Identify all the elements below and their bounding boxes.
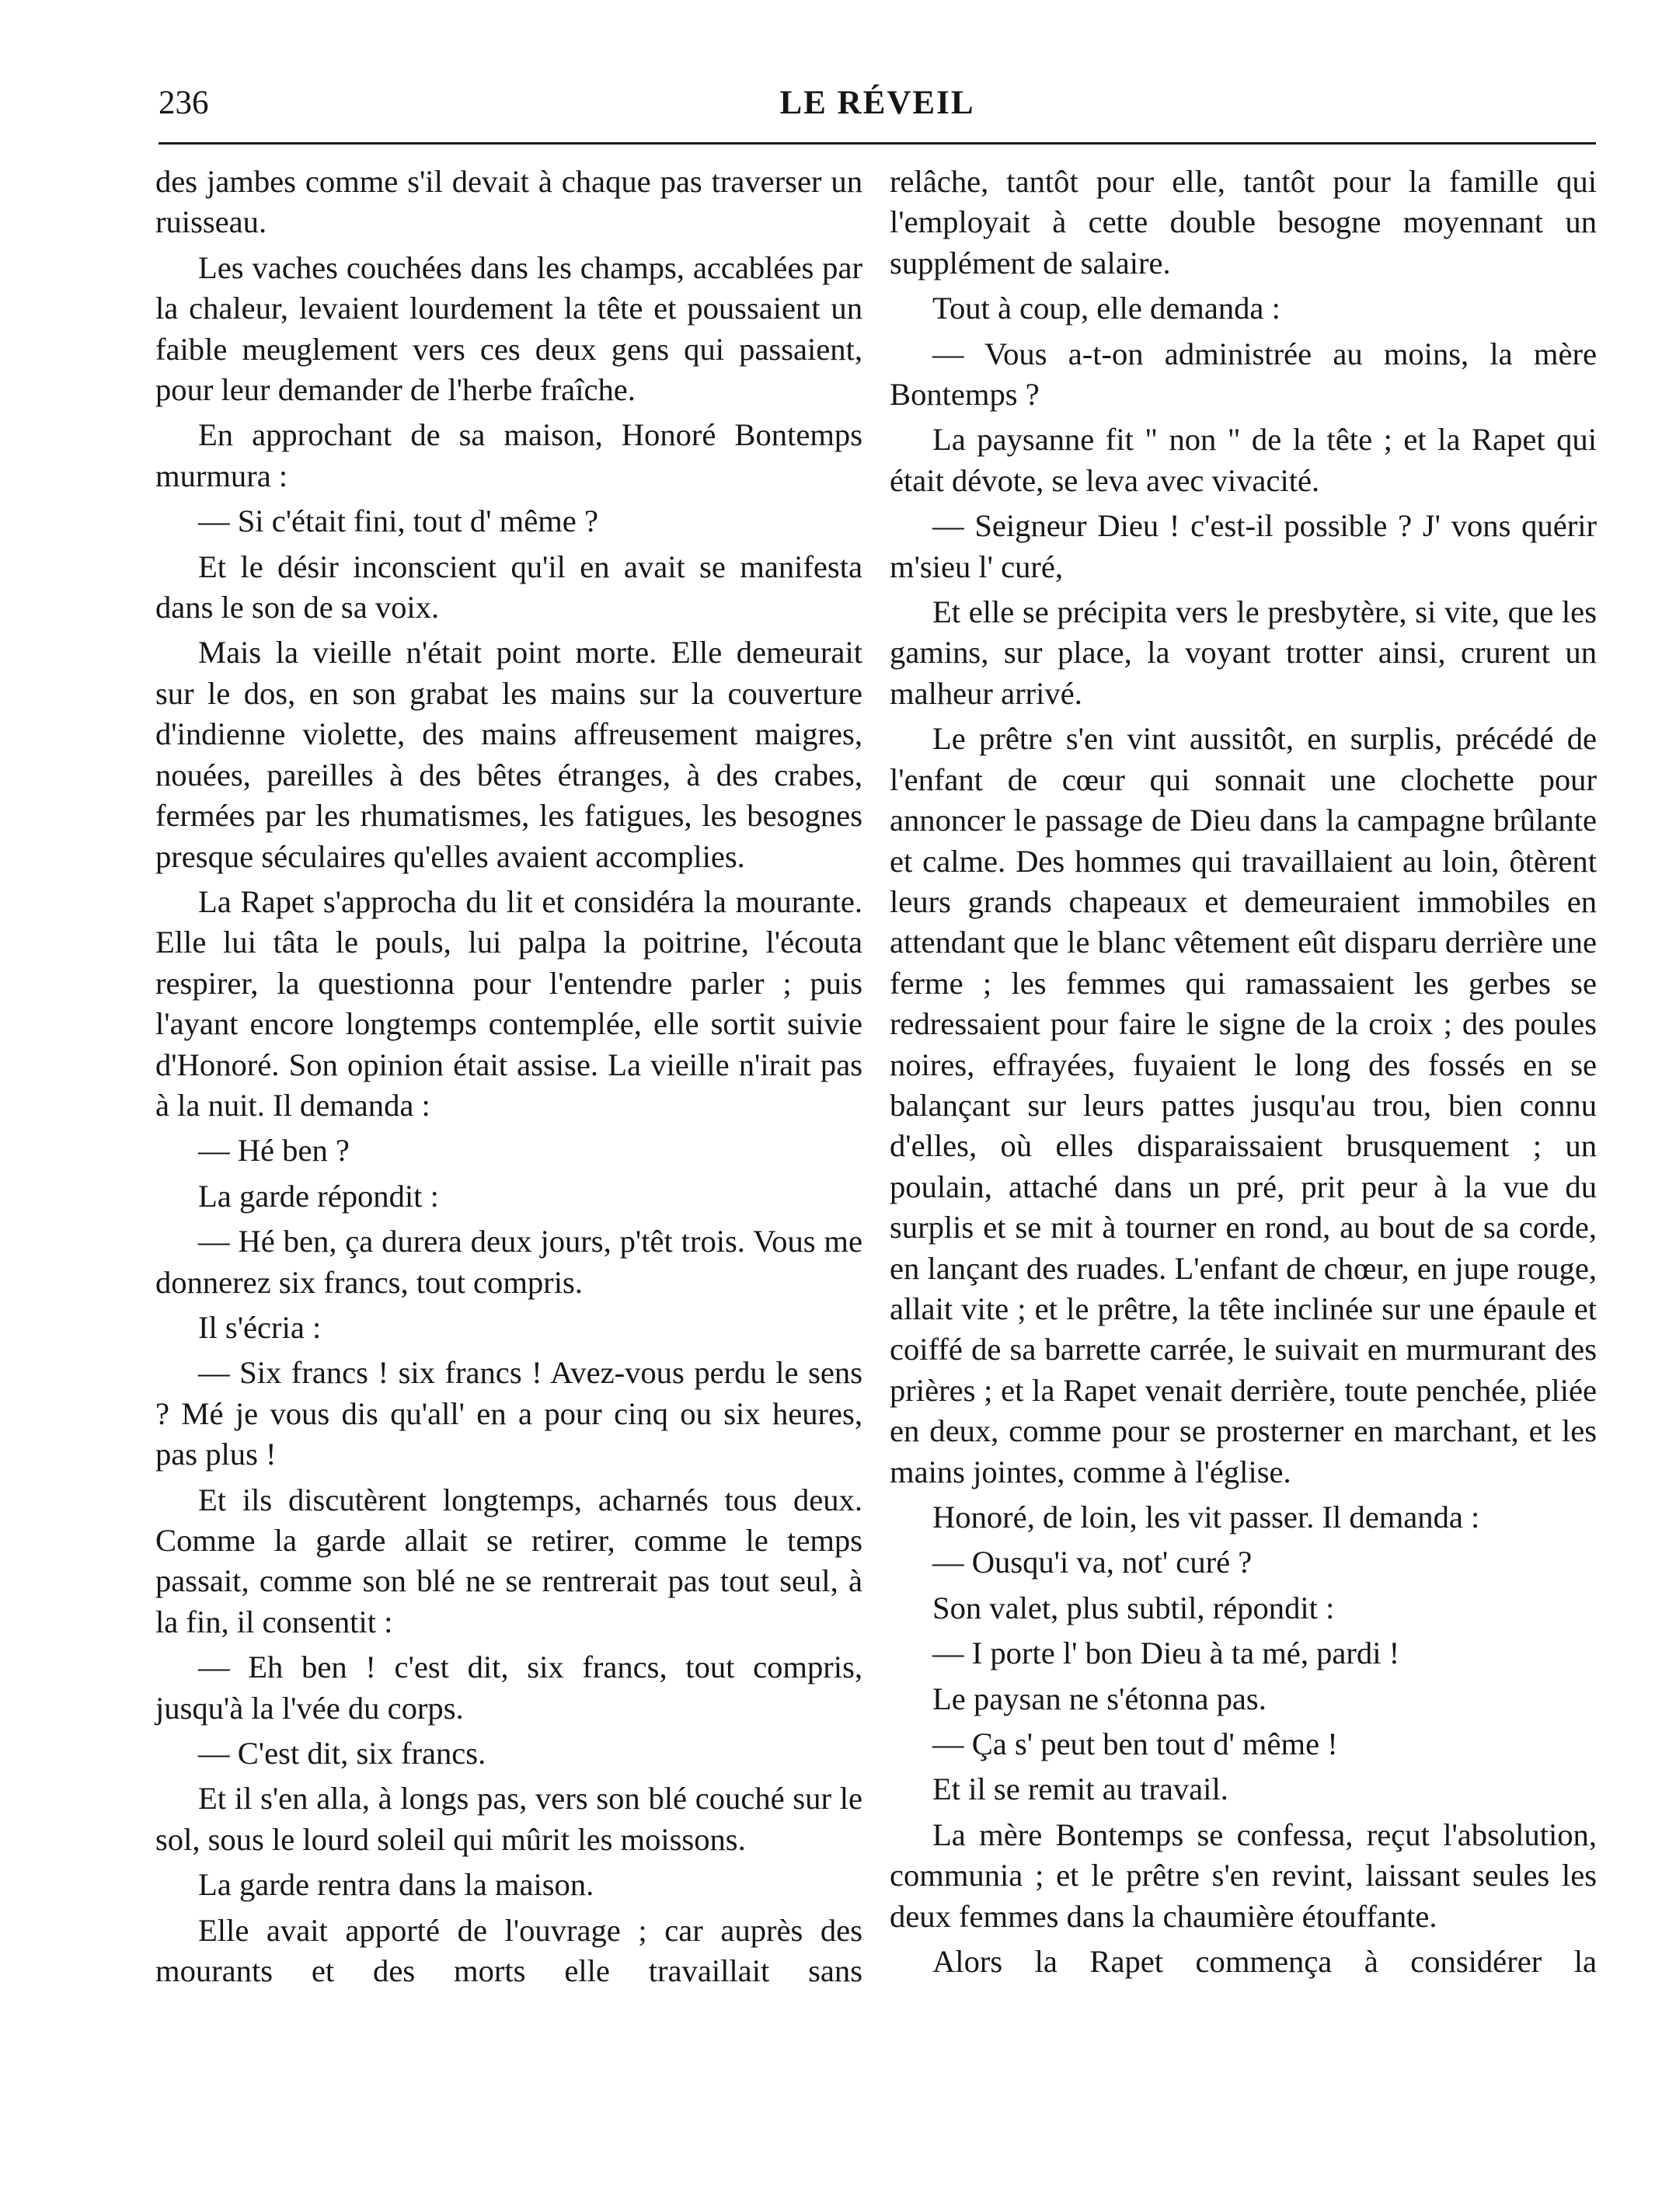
paragraph: — Si c'était fini, tout d' même ? [198, 503, 598, 539]
paragraph: — Ousqu'i va, not' curé ? [932, 1545, 1253, 1580]
paragraph: Le prêtre s'en vint aussitôt, en surplis, précédé de l'enfant de cœur qui sonnait une clochette pour annoncer le passage de Dieu dans la campagne brûlante et calme. Des hommes qui travaillaient au loin, ôtèrent leurs grands chapeaux et demeuraient immobiles en attendant que le blanc vêtement eût disparu derrière une ferme ; les femmes qui ramassaient les gerbes se redressaient pour faire le signe de la croix ; des poules noires, effrayées, fuyaient le long des fossés en se balançant sur leurs pattes jusqu'au trou, bien connu d'elles, où elles disparaissaient brusquement ; un poulain, attaché dans un pré, prit peur à la vue du surplis et se mit à tourner en rond, au bout de sa corde, en lançant des ruades. L'enfant de chœur, en jupe rouge, allait vite ; et le prêtre, la tête inclinée sur une épaule et coiffé de sa barrette carrée, le suivait en murmurant des prières ; et la Rapet venait derrière, toute penchée, pliée en deux, comme pour se prosterner en marchant, et les mains jointes, comme à l'église. [890, 721, 1597, 1489]
paragraph: — Vous a-t-on administrée au moins, la mère Bontemps ? [890, 336, 1597, 413]
paragraph: Et il s'en alla, à longs pas, vers son blé couché sur le sol, sous le lourd soleil qui mûrit les moissons. [155, 1781, 862, 1857]
paragraph: — Six francs ! six francs ! Avez-vous perdu le sens ? Mé je vous dis qu'all' en a pour cinq ou six heures, pas plus ! [155, 1355, 862, 1472]
paragraph: — Hé ben ? [198, 1133, 350, 1169]
paragraph: Le paysan ne s'étonna pas. [932, 1681, 1267, 1716]
paragraph: Alors la Rapet commença à considérer la [932, 1944, 1597, 1980]
paragraph: Les vaches couchées dans les champs, accablées par la chaleur, levaient lourdement la tête et poussaient un faible meuglement vers ces deux gens qui passaient, pour leur demander de l'herbe fraîche. [155, 249, 862, 408]
paragraph: La garde répondit : [198, 1178, 439, 1214]
paragraph: Elle avait apporté de l'ouvrage ; car auprès des mourants et des morts elle travaillait sans [155, 1912, 862, 1989]
running-title: LE RÉVEIL [779, 85, 975, 121]
paragraph: des jambes comme s'il devait à chaque pas traverser un ruisseau. [155, 164, 862, 240]
paragraph: — Ça s' peut ben tout d' même ! [932, 1726, 1338, 1762]
paragraph: Tout à coup, elle demanda : [932, 291, 1280, 326]
paragraph: — Seigneur Dieu ! c'est-il possible ? J' vons quérir m'sieu l' curé, [890, 508, 1597, 584]
paragraph: relâche, tantôt pour elle, tantôt pour la famille qui l'employait à cette double besogne moyennant un supplément de salaire. [890, 164, 1597, 280]
paragraph: Et ils discutèrent longtemps, acharnés tous deux. Comme la garde allait se retirer, comme le temps passait, comme son blé ne se rentrerait pas tout seul, à la fin, il consentit : [155, 1482, 862, 1639]
paragraph: Mais la vieille n'était point morte. Elle demeurait sur le dos, en son grabat les mains sur la couverture d'indienne violette, des mains affreusement maigres, nouées, pareilles à des bêtes étranges, à des crabes, fermées par les rhumatismes, les fatigues, les besognes presque séculaires qu'elles avaient accomplies. [155, 635, 862, 874]
paragraph: La garde rentra dans la maison. [198, 1867, 594, 1903]
paragraph: — C'est dit, six francs. [198, 1736, 486, 1771]
paragraph: Et le désir inconscient qu'il en avait se manifesta dans le son de sa voix. [155, 549, 862, 625]
right-column [890, 162, 1597, 1987]
left-column [155, 162, 862, 1996]
paragraph: Et il se remit au travail. [932, 1771, 1228, 1807]
paragraph: — Hé ben, ça durera deux jours, p'têt trois. Vous me donnerez six francs, tout compris. [155, 1224, 862, 1300]
paragraph: Il s'écria : [198, 1309, 322, 1345]
paragraph: En approchant de sa maison, Honoré Bontemps murmura : [155, 417, 862, 493]
paragraph: La paysanne fit " non " de la tête ; et la Rapet qui était dévote, se leva avec vivacité. [890, 422, 1597, 498]
paragraph: Et elle se précipita vers le presbytère, si vite, que les gamins, sur place, la voyant trotter ainsi, crurent un malheur arrivé. [890, 594, 1597, 711]
page-header [159, 84, 1596, 131]
paragraph: — I porte l' bon Dieu à ta mé, pardi ! [932, 1635, 1400, 1671]
paragraph: — Eh ben ! c'est dit, six francs, tout compris, jusqu'à la l'vée du corps. [155, 1649, 862, 1726]
paragraph: La mère Bontemps se confessa, reçut l'absolution, communia ; et le prêtre s'en revint, laissant seules les deux femmes dans la chaumière étouffante. [890, 1817, 1597, 1934]
header-rule [159, 142, 1596, 145]
paragraph: Son valet, plus subtil, répondit : [932, 1590, 1335, 1625]
page-number: 236 [159, 85, 209, 121]
paragraph: La Rapet s'approcha du lit et considéra la mourante. Elle lui tâta le pouls, lui palpa la poitrine, l'écouta respirer, la questionna pour l'entendre parler ; puis l'ayant encore longtemps contemplée, elle sortit suivie d'Honoré. Son opinion était assise. La vieille n'irait pas à la nuit. Il demanda : [155, 883, 862, 1123]
paragraph: Honoré, de loin, les vit passer. Il demanda : [932, 1500, 1480, 1534]
